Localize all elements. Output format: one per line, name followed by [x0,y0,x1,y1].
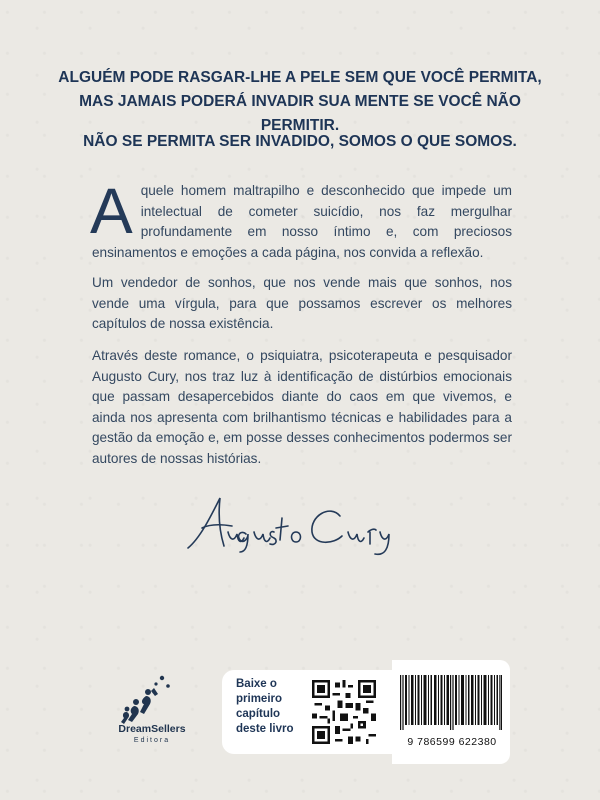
drop-cap: A [90,175,133,247]
epigraph-quote [40,66,560,138]
paragraph-3: Através deste romance, o psiquiatra, psicoterapeuta e pesquisador Augusto Cury, nos traz luz à identificação de distúrbios emocionais que passam desapercebidos diante do caos em que vivemos, e ainda nos apresenta com brilhantismo técnicas e habilidades para a gestão da emoção e, em posse desses conhecimentos podermos ser autores de nossas histórias. [92,348,512,466]
publisher-name: DreamSellers [118,723,186,735]
qr-code[interactable] [312,680,376,744]
paragraph-1-text: quele homem maltrapilho e desconhecido que impede um intelectual de cometer suicídio, nos faz mergulhar profundamente em nosso íntimo e, com preciosos ensinamentos e emoções a cada página, nos convida a reflexão. [92,183,512,260]
epigraph-line-1: ALGUÉM PODE RASGAR-LHE A PELE SEM QUE VOCÊ PERMITA, [58,69,542,86]
qr-caption: Baixe o primeiro capítulo deste livro [236,678,294,735]
isbn-barcode [400,675,502,730]
author-signature [180,488,420,558]
epigraph-line-3: NÃO SE PERMITA SER INVADIDO, SOMOS O QUE SOMOS. [83,133,517,150]
isbn-number: 9 786599 622380 [407,736,497,748]
paragraph-2: Um vendedor de sonhos, que nos vende mais que sonhos, nos vende uma vírgula, para que possamos escrever os melhores capítulos de nossa existência. [92,275,512,331]
epigraph-line-2: MAS JAMAIS PODERÁ INVADIR SUA MENTE SE VOCÊ NÃO PERMITIR. [79,93,521,134]
publisher-subtitle: Editora [133,737,171,744]
paragraph-1 [90,175,512,263]
